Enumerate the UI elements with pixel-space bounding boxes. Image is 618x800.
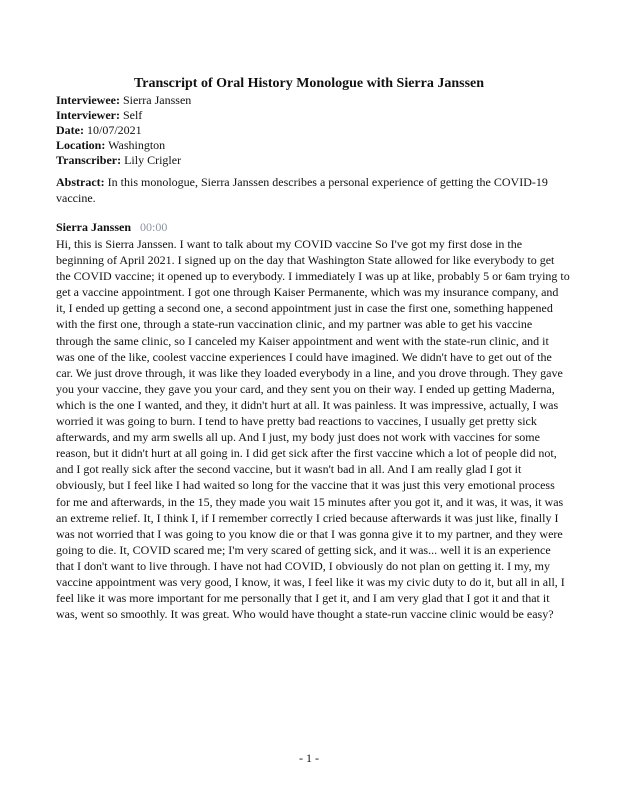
metadata-label: Transcriber:	[56, 153, 122, 167]
metadata-value: Sierra Janssen	[122, 93, 192, 107]
speaker-header	[56, 219, 167, 235]
metadata-label: Date:	[56, 123, 84, 137]
speaker-name: Sierra Janssen	[56, 220, 131, 234]
metadata-value: Self	[122, 108, 143, 122]
metadata-label: Location:	[56, 138, 106, 152]
metadata-block	[56, 93, 191, 168]
metadata-date	[56, 123, 191, 138]
timestamp: 00:00	[140, 220, 168, 234]
metadata-value: Washington	[108, 138, 166, 152]
transcript-paragraph: Hi, this is Sierra Janssen. I want to talk about my COVID vaccine So I've got my first dose in the beginning of April 2021. I signed up on the day that Washington State allowed for like everybody to get the COVID vaccine; it opened up to everybody. I immediately I was up at like, probably 5 or 6am trying to get a vaccine appointment. I got one through Kaiser Permanente, which was my insurance company, and it, I ended up getting a second one, a second appointment just in case the first one, something happened with the first one, through a state-run vaccination clinic, and my partner was able to get his vaccine through the same clinic, so I canceled my Kaiser appointment and went with the state-run clinic, and it was one of the like, coolest vaccine experiences I could have imagined. We didn't have to get out of the car. We just drove through, it was like they loaded everybody in a line, and you drove through. They gave you your vaccine, they gave you your card, and they sent you on their way. I ended up getting Maderna, which is the one I wanted, and they, it didn't hurt at all. It was painless. It was impressive, actually, I was worried it was going to burn. I tend to have pretty bad reactions to vaccines, I usually get pretty sick afterwards, and my arm swells all up. And I just, my body just does not work with vaccines for some reason, but it didn't hurt at all going in. I did get sick after the first vaccine which a lot of people did not, and I got really sick after the second vaccine, but it wasn't bad in all. And I am really glad I got it obviously, but I feel like I had waited so long for the vaccine that it was just this very emotional process for me and afterwards, in the 15, they made you wait 15 minutes after you got it, and it was, it was, it was an extreme relief. It, I think I, if I remember correctly I cried because afterwards it was just like, finally I was not worried that I was going to you know die or that I was gonna give it to my partner, and they were going to die. It, COVID scared me; I'm very scared of getting sick, and it was... well it is an experience that I don't want to live through. I have not had COVID, I obviously do not plan on getting it. I my, my vaccine appointment was very good, I know, it was, I feel like it was my civic duty to do it, but all in all, I feel like it was more important for me personally that I get it, and I am very glad that I got it and that it was, went so smoothly. It was great. Who would have thought a state-run vaccine clinic would be easy?	[56, 237, 570, 622]
metadata-location	[56, 138, 191, 153]
metadata-value: Lily Crigler	[124, 153, 182, 167]
metadata-label: Interviewee:	[56, 93, 120, 107]
page-title: Transcript of Oral History Monologue with Sierra Janssen	[133, 76, 485, 91]
metadata-interviewer	[56, 108, 191, 123]
metadata-transcriber	[56, 153, 191, 168]
metadata-interviewee	[56, 93, 191, 108]
page-number: - 1 -	[299, 751, 319, 765]
abstract-label: Abstract:	[56, 175, 105, 189]
abstract-text: In this monologue, Sierra Janssen describes a personal experience of getting the COVID-19 vaccine.	[56, 175, 548, 205]
metadata-value: 10/07/2021	[86, 123, 142, 137]
abstract	[56, 174, 568, 206]
metadata-label: Interviewer:	[56, 108, 120, 122]
